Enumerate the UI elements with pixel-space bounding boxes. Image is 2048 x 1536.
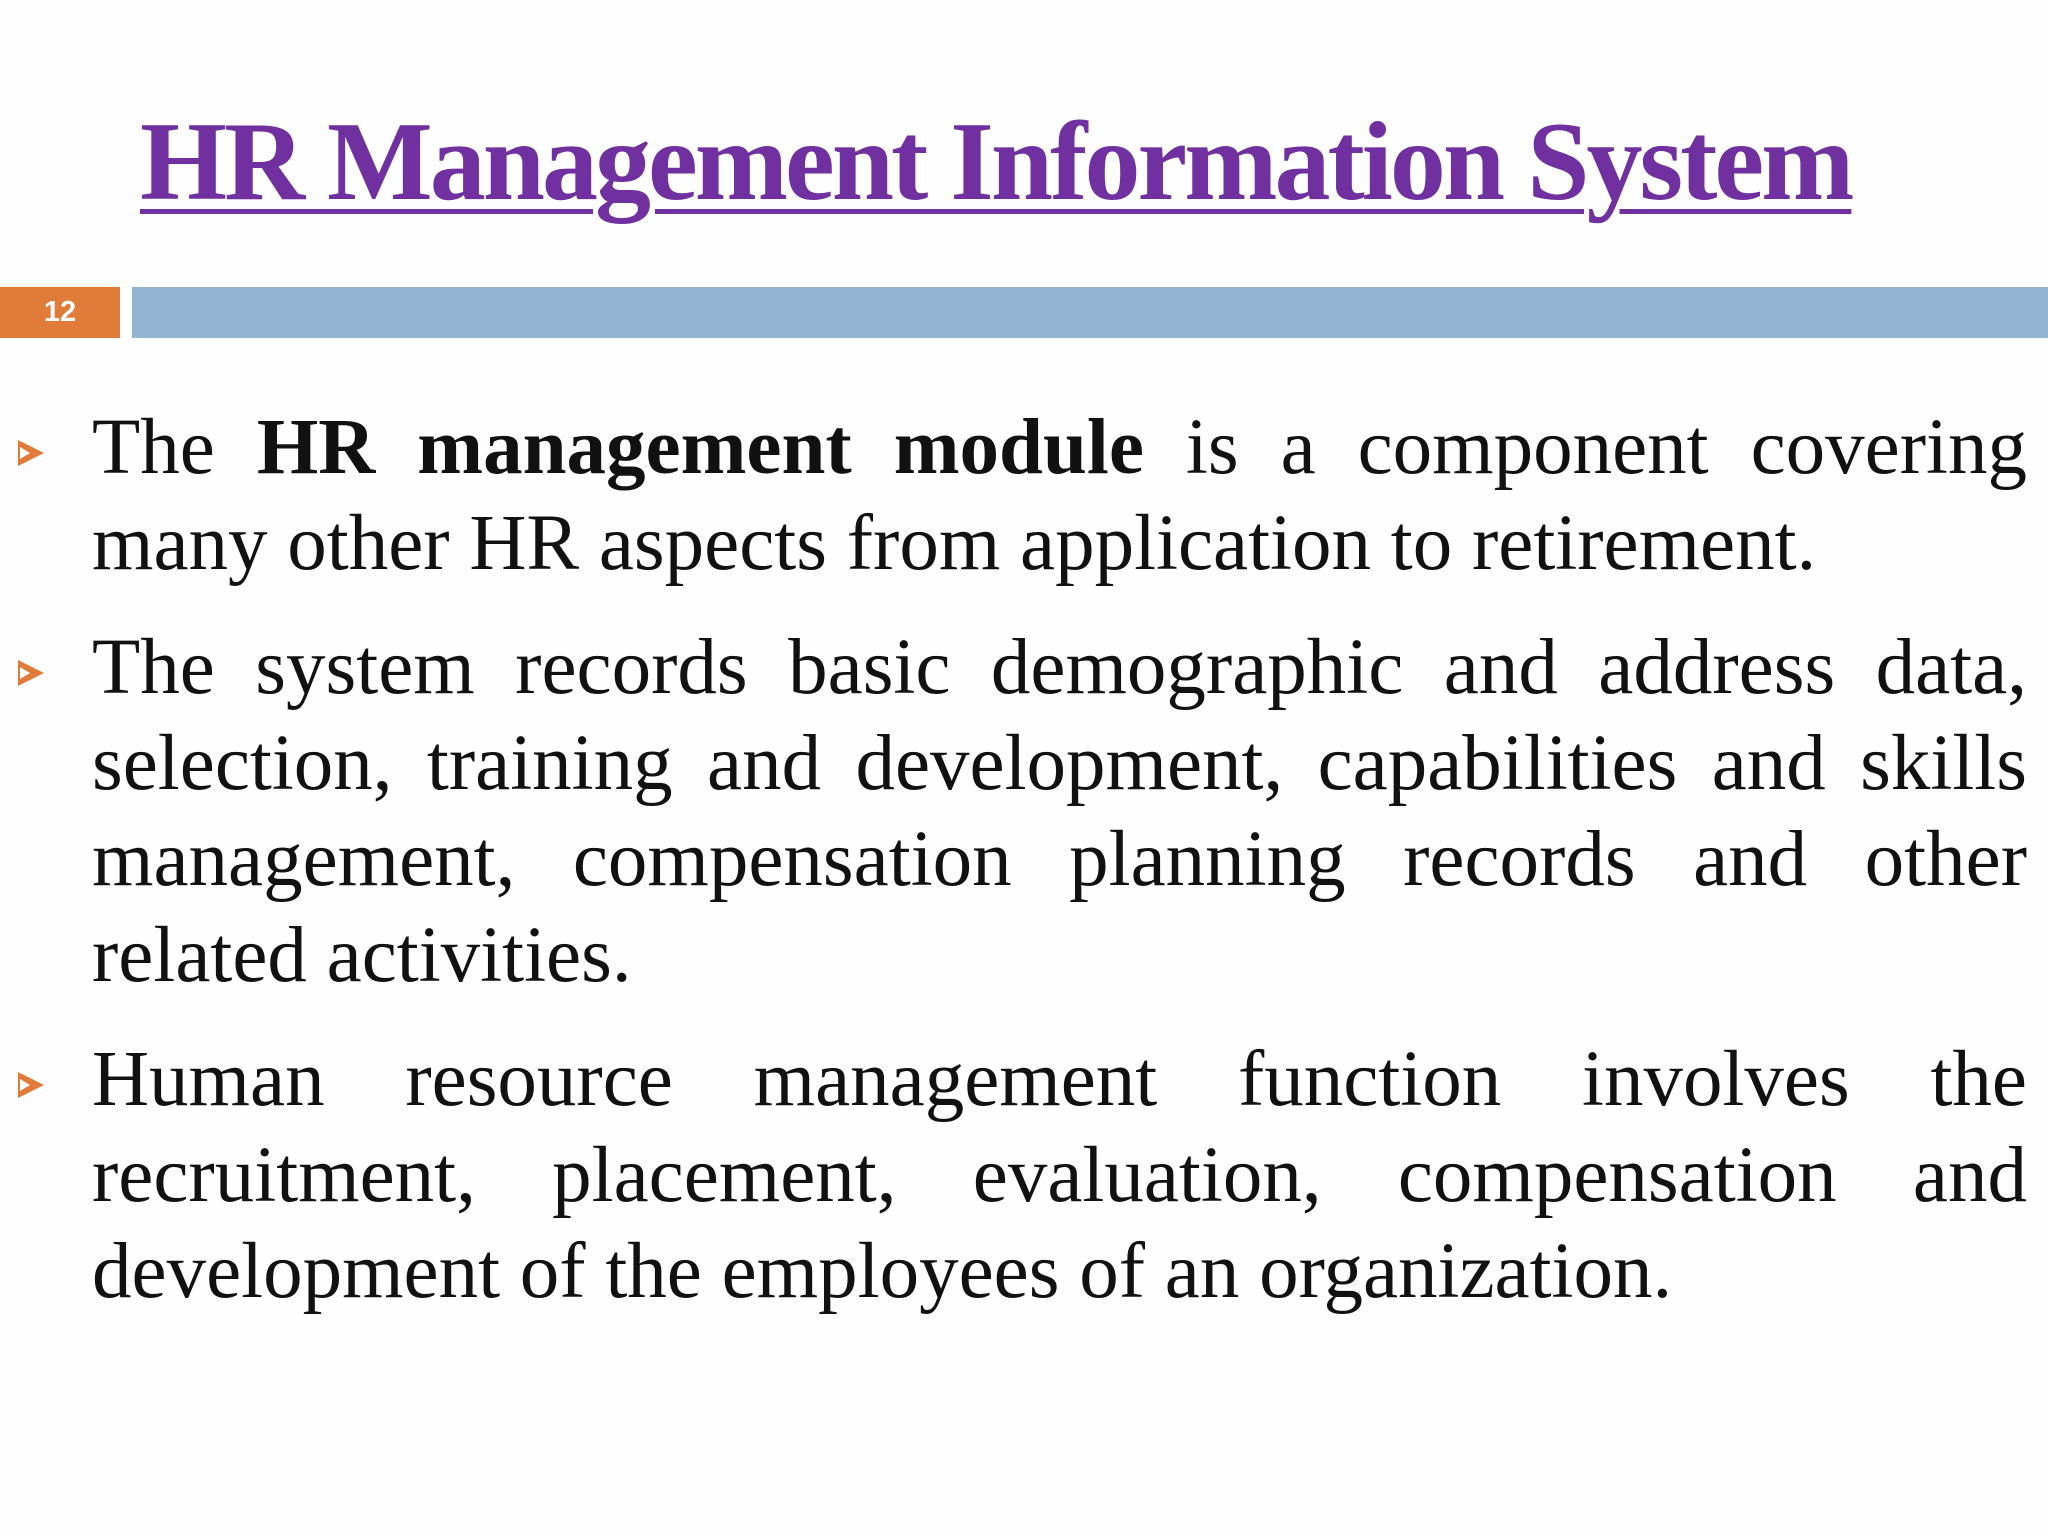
arrowhead-bullet-icon [18, 440, 44, 466]
bullet-text: The system records basic demographic and address data, selection, training and development, capabilities and skills management, compensation planning records and other related activities. [92, 624, 2027, 999]
bullet-list [0, 400, 2048, 1348]
bullet-text-bold: HR management module [256, 404, 1144, 491]
arrowhead-bullet-icon [18, 1072, 44, 1098]
bullet-text-suffix: is a component covering many other HR aspects from application to retirement. [92, 404, 2028, 587]
title-divider-bar [132, 287, 2048, 338]
bullet-item [0, 620, 2048, 1004]
slide-title: HR Management Information System [140, 100, 1852, 224]
bullet-item [0, 400, 2048, 592]
slide-number: 12 [0, 287, 120, 338]
bullet-text [92, 400, 2027, 592]
bullet-text: Human resource management function involves the recruitment, placement, evaluation, compensation and development of the employees of an organization. [92, 1036, 2027, 1315]
bullet-text-prefix: The [92, 404, 257, 491]
arrowhead-bullet-icon [18, 660, 44, 686]
bullet-item [0, 1032, 2048, 1320]
